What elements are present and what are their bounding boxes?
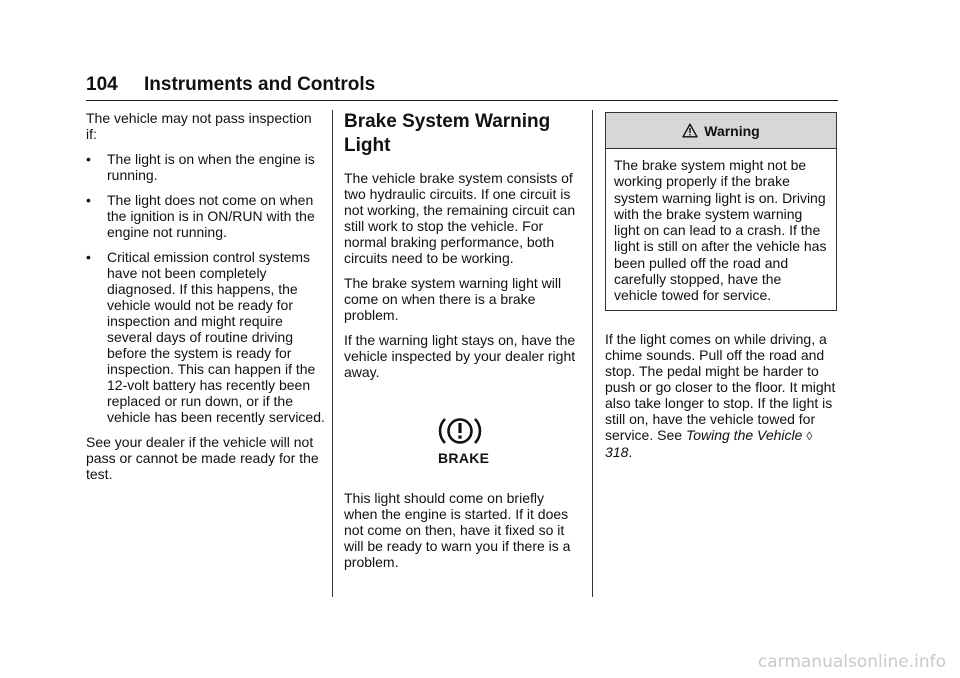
warning-title: Warning — [704, 122, 760, 139]
paragraph: The brake system warning light will come on when there is a brake problem. — [344, 275, 562, 323]
paragraph-text: If the light comes on while driving, a chime sounds. Pull off the road and stop. The pedal might be harder to push or go closer to the floor. It might also take longer to stop. If the light is still on, have the vehicle towed for service. See — [605, 330, 836, 443]
brake-icon-label: BRAKE — [438, 450, 490, 466]
warning-triangle-icon — [682, 123, 698, 138]
column-left — [86, 110, 326, 491]
section-title: Instruments and Controls — [144, 74, 376, 95]
list-item — [86, 249, 326, 425]
watermark: carmanualsonline.info — [757, 652, 946, 672]
column-right — [605, 110, 837, 469]
page-header — [86, 66, 838, 101]
bullet-mark: • — [86, 249, 91, 265]
column-divider — [332, 110, 333, 597]
brake-warning-icon — [436, 414, 484, 448]
intro-paragraph: The vehicle may not pass inspection if: — [86, 110, 312, 142]
closing-paragraph: See your dealer if the vehicle will not pass or cannot be made ready for the test. — [86, 434, 319, 482]
bullet-mark: • — [86, 192, 91, 208]
list-item — [86, 192, 326, 240]
period: . — [628, 443, 633, 460]
warning-text: The brake system might not be working properly if the brake system warning light is on. Driving with the brake system warning light on can lead to a crash. If the light is still on after the vehicle has been pulled off the road and carefully stopped, have the vehicle towed for service. — [614, 157, 827, 304]
paragraph: If the warning light stays on, have the vehicle inspected by your dealer right away. — [344, 332, 576, 380]
bullet-mark: • — [86, 151, 91, 167]
page-reference-icon: ◊ — [806, 428, 813, 443]
bullet-text: The light is on when the engine is running. — [107, 151, 315, 183]
bullet-text: Critical emission control systems have not been completely diagnosed. If this happens, the vehicle would not be ready for inspection and might require several days of routine driving before the system is ready for inspection. This can happen if the 12-volt battery has recently been replaced or run down, or if the vehicle has been recently serviced. — [107, 249, 325, 425]
page-number: 104 — [86, 74, 118, 95]
paragraph: The vehicle brake system consists of two hydraulic circuits. If one circuit is not working, the remaining circuit can still work to stop the vehicle. For normal braking performance, both circuits need to be working. — [344, 170, 576, 266]
list-item — [86, 151, 326, 183]
warning-box — [605, 112, 837, 311]
cross-reference-link[interactable]: Towing the Vehicle — [685, 426, 803, 443]
bullet-text: The light does not come on when the ignition is in ON/RUN with the engine not running. — [107, 192, 315, 240]
cross-reference-page[interactable]: 318 — [605, 443, 629, 460]
warning-header — [606, 113, 836, 149]
column-divider — [592, 110, 593, 597]
brake-warning-heading: Brake System Warning Light — [344, 111, 551, 156]
paragraph — [605, 331, 837, 460]
column-middle — [344, 110, 579, 579]
paragraph: This light should come on briefly when the engine is started. If it does not come on then, have it fixed so it will be ready to warn you if there is a problem. — [344, 490, 571, 570]
